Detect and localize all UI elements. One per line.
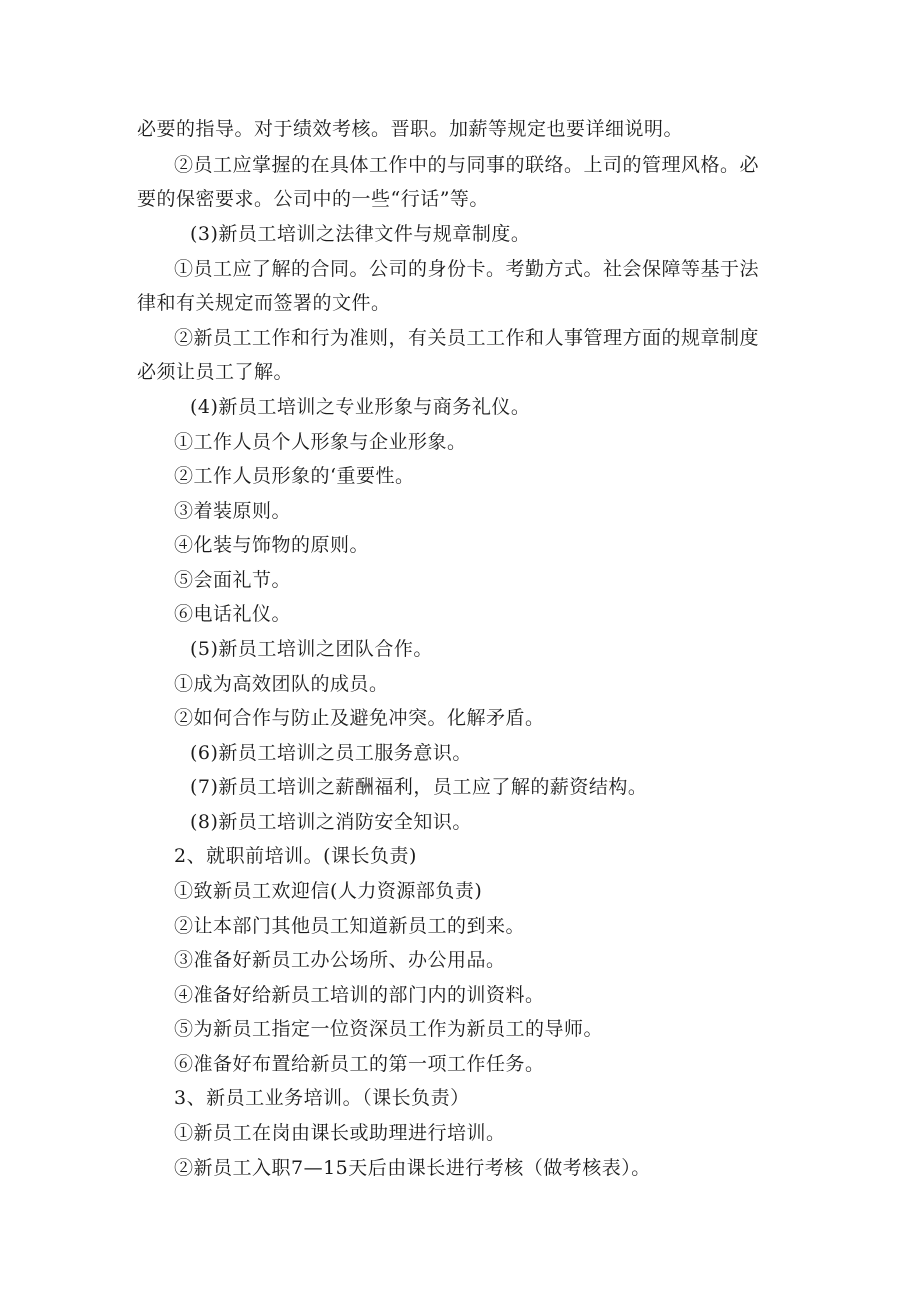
section-heading: (4)新员工培训之专业形象与商务礼仪。	[190, 396, 531, 418]
list-item: ①工作人员个人形象与企业形象。	[174, 431, 467, 453]
text-line: ②新员工工作和行为准则，有关员工工作和人事管理方面的规章制度	[174, 327, 760, 349]
list-item: ②工作人员形象的‘重要性。	[174, 465, 415, 487]
text-line: 必须让员工了解。	[137, 361, 294, 383]
list-item: ①致新员工欢迎信(人力资源部负责)	[174, 880, 483, 902]
text-line: 要的保密要求。公司中的一些“行话”等。	[137, 188, 489, 210]
list-item: ②如何合作与防止及避免冲突。化解矛盾。	[174, 707, 545, 729]
section-heading: (7)新员工培训之薪酬福利，员工应了解的薪资结构。	[190, 776, 648, 798]
list-item: ⑥电话礼仪。	[174, 603, 292, 625]
section-heading: (5)新员工培训之团队合作。	[190, 638, 433, 660]
section-heading: (8)新员工培训之消防安全知识。	[190, 811, 472, 833]
list-item: ⑥准备好布置给新员工的第一项工作任务。	[174, 1053, 545, 1075]
list-item: ①成为高效团队的成员。	[174, 673, 389, 695]
list-item: ③准备好新员工办公场所、办公用品。	[174, 949, 506, 971]
list-item: ⑤会面礼节。	[174, 569, 292, 591]
section-heading: 2、就职前培训。(课长负责)	[174, 845, 417, 867]
list-item: ④准备好给新员工培训的部门内的训资料。	[174, 984, 545, 1006]
list-item: ⑤为新员工指定一位资深员工作为新员工的导师。	[174, 1018, 604, 1040]
list-item: ②新员工入职7—15天后由课长进行考核（做考核表）。	[174, 1157, 651, 1179]
text-line: 律和有关规定而签署的文件。	[137, 292, 391, 314]
section-heading: 3、新员工业务培训。（课长负责）	[174, 1087, 470, 1109]
section-heading: (6)新员工培训之员工服务意识。	[190, 742, 472, 764]
list-item: ③着装原则。	[174, 500, 292, 522]
list-item: ④化装与饰物的原则。	[174, 534, 370, 556]
text-line: 必要的指导。对于绩效考核。晋职。加薪等规定也要详细说明。	[137, 118, 684, 140]
list-item: ①新员工在岗由课长或助理进行培训。	[174, 1122, 506, 1144]
text-line: ①员工应了解的合同。公司的身份卡。考勤方式。社会保障等基于法	[174, 258, 760, 280]
section-heading: (3)新员工培训之法律文件与规章制度。	[190, 223, 531, 245]
list-item: ②让本部门其他员工知道新员工的到来。	[174, 915, 526, 937]
text-line: ②员工应掌握的在具体工作中的与同事的联络。上司的管理风格。必	[174, 154, 760, 176]
